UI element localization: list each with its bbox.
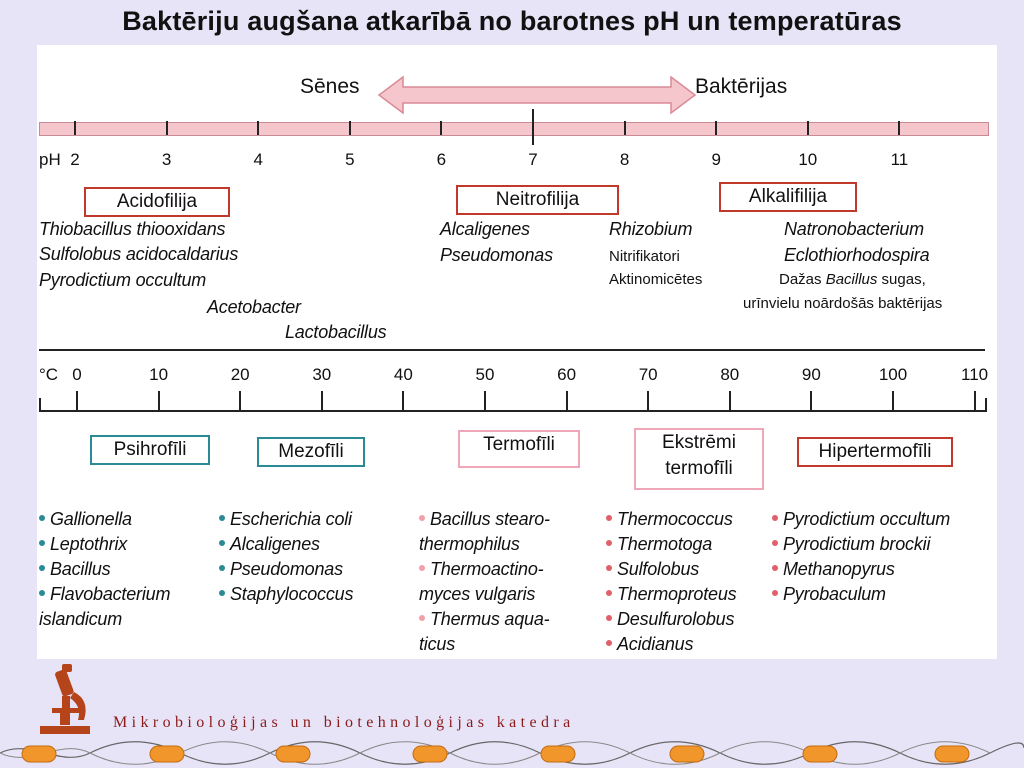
ph-tick <box>349 121 351 135</box>
ph-neutral-marker <box>532 109 534 145</box>
group-item: Aktinomicētes <box>609 271 703 288</box>
ph-tick <box>624 121 626 135</box>
temp-tick-label: 40 <box>393 365 413 384</box>
psihrofili-box: Psihrofīli <box>90 435 210 465</box>
ph-tick-label: 3 <box>161 150 172 169</box>
bullet-icon <box>39 590 45 596</box>
bacillus-note: Dažas Bacillus sugas, <box>779 271 926 288</box>
temp-tick <box>892 391 894 411</box>
temp-bar <box>39 398 987 412</box>
bullet-icon <box>606 540 612 546</box>
temp-tick-label: 10 <box>149 365 169 384</box>
bullet-icon <box>606 615 612 621</box>
species-item: Bacillus stearo-thermophilus <box>419 509 550 554</box>
species-item: Pseudomonas <box>219 557 419 582</box>
temp-tick-label: 20 <box>230 365 250 384</box>
species-item: Pyrobaculum <box>772 582 972 607</box>
bullet-icon <box>39 515 45 521</box>
bullet-icon <box>39 540 45 546</box>
species-item: Alcaligenes <box>219 532 419 557</box>
ph-tick <box>440 121 442 135</box>
ph-tick-label: 10 <box>798 150 818 169</box>
ph-tick-label: 6 <box>436 150 447 169</box>
temp-tick-label: 50 <box>475 365 495 384</box>
bullet-icon <box>219 565 225 571</box>
temp-tick <box>76 391 78 411</box>
bullet-icon <box>606 640 612 646</box>
species-item: Pyrodictium occultum <box>39 270 207 290</box>
ph-tick <box>807 121 809 135</box>
species-item: Sulfolobus acidocaldarius <box>39 244 239 264</box>
alkalifilija-box: Alkalifilija <box>719 182 857 212</box>
species-item: Sulfolobus <box>606 557 806 582</box>
ph-tick-label: 9 <box>711 150 721 169</box>
temp-tick-label: 0 <box>72 365 82 384</box>
temp-tick-label: 90 <box>801 365 821 384</box>
temp-tick-label: 30 <box>312 365 332 384</box>
hipertermofili-box: Hipertermofīli <box>797 437 953 467</box>
species-item: Gallionella <box>39 507 189 532</box>
temp-tick <box>239 391 241 411</box>
temp-top-line <box>39 349 985 351</box>
species-item: Thermus aqua-ticus <box>419 609 550 654</box>
mezofili-box: Mezofīli <box>257 437 365 467</box>
ph-tick-label: 8 <box>619 150 630 169</box>
ph-tick-label: 11 <box>890 150 909 169</box>
species-item: Natronobacterium <box>784 219 924 239</box>
species-item: Pyrodictium occultum <box>772 507 972 532</box>
species-item: Methanopyrus <box>772 557 972 582</box>
bullet-icon <box>772 565 778 571</box>
species-item: Alcaligenes <box>440 219 530 239</box>
temp-tick <box>647 391 649 411</box>
species-item: Thermotoga <box>606 532 806 557</box>
bullet-icon <box>606 565 612 571</box>
ph-tick-label: 5 <box>345 150 355 169</box>
ph-tick <box>257 121 259 135</box>
bullet-icon <box>772 540 778 546</box>
bullet-icon <box>606 515 612 521</box>
species-item: Lactobacillus <box>285 322 387 342</box>
ph-tick <box>74 121 76 135</box>
ph-tick <box>715 121 717 135</box>
species-item: Thermococcus <box>606 507 806 532</box>
temp-tick <box>321 391 323 411</box>
temp-tick-label: 110 <box>961 365 989 384</box>
temp-tick <box>974 391 976 411</box>
ph-tick <box>166 121 168 135</box>
arrow-right-label: Baktērijas <box>695 75 788 98</box>
footer-text: Mikrobioloģijas un biotehnoloģijas katedra <box>113 714 575 731</box>
microscope-icon <box>38 662 94 738</box>
temp-tick-label: 100 <box>878 365 908 384</box>
temp-tick <box>729 391 731 411</box>
temp-tick <box>566 391 568 411</box>
bullet-icon <box>772 515 778 521</box>
ekstremi-termofili-box: Ekstrēmi termofīli <box>634 428 764 490</box>
species-item: Thermoproteus <box>606 582 806 607</box>
neitrofilija-box: Neitrofilija <box>456 185 619 215</box>
ph-tick-label: 4 <box>253 150 263 169</box>
bullet-icon <box>606 590 612 596</box>
ph-unit-label: pH <box>39 150 61 169</box>
double-arrow-icon <box>377 75 697 115</box>
ph-tick-label: 7 <box>528 150 538 169</box>
temp-tick <box>484 391 486 411</box>
species-item: Bacillus <box>39 557 189 582</box>
arrow-left-label: Sēnes <box>300 75 360 98</box>
bullet-icon <box>219 590 225 596</box>
species-item: Thiobacillus thiooxidans <box>39 219 226 239</box>
bullet-icon <box>419 515 425 521</box>
species-item: Acetobacter <box>207 297 301 317</box>
bullet-icon <box>419 615 425 621</box>
page-title: Baktēriju augšana atkarībā no barotnes pH un temperatūras <box>122 6 902 36</box>
bullet-icon <box>219 540 225 546</box>
bacteria-border-decoration <box>0 738 1024 768</box>
bullet-icon <box>219 515 225 521</box>
temp-tick-label: 60 <box>557 365 577 384</box>
species-item: Staphylococcus <box>219 582 419 607</box>
species-item: Escherichia coli <box>219 507 419 532</box>
acidofilija-box: Acidofilija <box>84 187 230 217</box>
ph-tick-label: 2 <box>70 150 80 169</box>
temp-tick-label: 70 <box>638 365 658 384</box>
termofili-box: Termofīli <box>458 430 580 468</box>
bullet-icon <box>419 565 425 571</box>
temp-tick <box>158 391 160 411</box>
bullet-icon <box>39 565 45 571</box>
species-item: Flavobacterium islandicum <box>39 584 171 629</box>
species-item: Acidianus <box>606 632 806 657</box>
species-item: Desulfurolobus <box>606 607 806 632</box>
temp-unit-label: °C <box>39 365 59 384</box>
bullet-icon <box>772 590 778 596</box>
species-item: Pyrodictium brockii <box>772 532 972 557</box>
group-item: Nitrifikatori <box>609 248 680 265</box>
species-item: Thermoactino-myces vulgaris <box>419 559 544 604</box>
temp-tick-label: 80 <box>720 365 740 384</box>
species-item: Rhizobium <box>609 219 693 239</box>
temp-tick <box>402 391 404 411</box>
species-item: Pseudomonas <box>440 245 553 265</box>
ph-tick <box>898 121 900 135</box>
temp-tick <box>810 391 812 411</box>
species-item: Leptothrix <box>39 532 189 557</box>
diagram-panel <box>37 45 997 659</box>
urea-bacteria-note: urīnvielu noārdošās baktērijas <box>743 295 943 312</box>
species-item: Eclothiorhodospira <box>784 245 930 265</box>
ph-bar <box>39 122 989 136</box>
